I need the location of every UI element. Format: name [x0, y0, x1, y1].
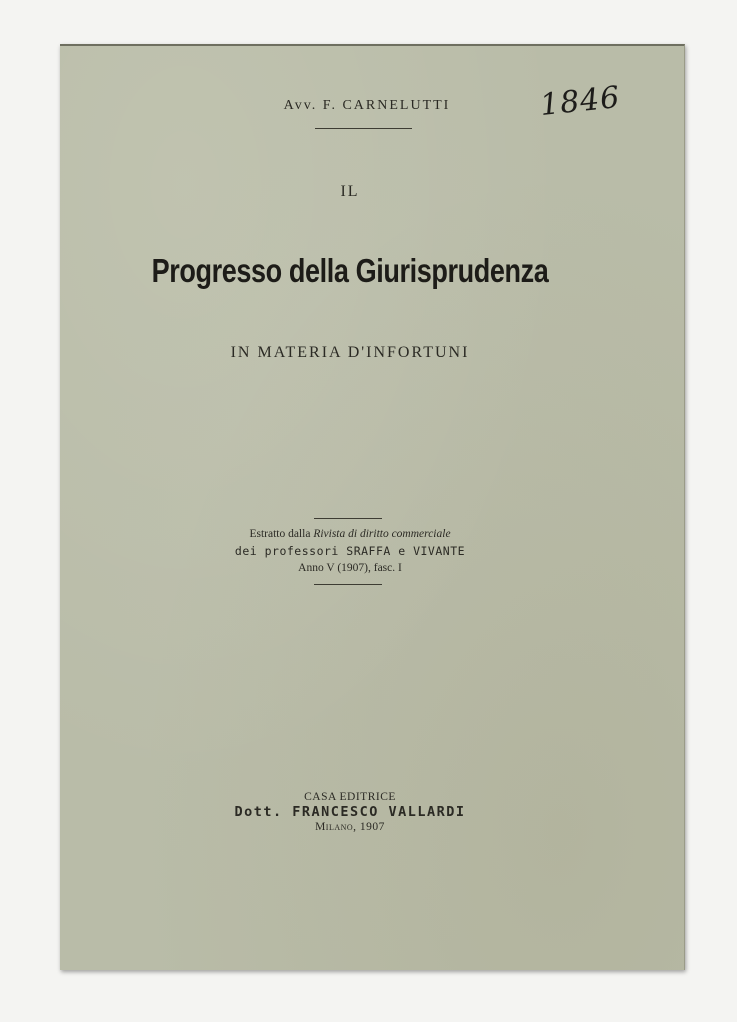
document-title: Progresso della Giurisprudenza — [151, 252, 549, 289]
document-subtitle: IN MATERIA D'INFORTUNI — [230, 344, 470, 361]
extract-note — [60, 526, 640, 577]
extract-line-3: Anno V (1907), fasc. I — [298, 562, 402, 574]
extract-prefix: Estratto dalla — [249, 528, 311, 540]
publisher-name: Dott. FRANCESCO VALLARDI — [234, 804, 466, 820]
extract-line-2: dei professori SRAFFA e VIVANTE — [234, 544, 466, 558]
title-prefix: IL — [340, 183, 360, 200]
publisher-place-date: Milano, 1907 — [315, 821, 385, 833]
author-underline — [315, 128, 412, 129]
extract-line-1 — [60, 526, 640, 543]
publisher-label: CASA EDITRICE — [304, 791, 396, 803]
author-name: Avv. F. CARNELUTTI — [283, 98, 451, 113]
pamphlet-cover — [60, 44, 685, 970]
handwritten-number: 1846 — [538, 79, 622, 124]
extract-top-rule — [314, 518, 382, 519]
journal-name: Rivista di diritto commerciale — [313, 528, 451, 540]
extract-bottom-rule — [314, 584, 382, 585]
publisher-block — [60, 791, 640, 833]
